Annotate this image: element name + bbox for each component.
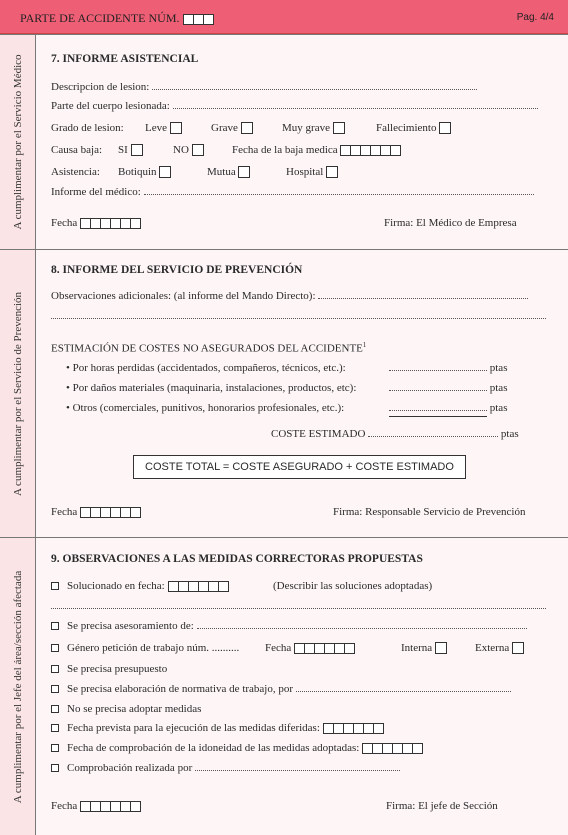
cost-materials-label: • Por daños materiales (maquinaria, instalaciones, productos, etc): xyxy=(66,382,357,394)
regulation-option[interactable]: Se precisa elaboración de normativa de trabajo, por xyxy=(51,683,511,695)
section-9 xyxy=(0,537,568,835)
section-7-title: 7. INFORME ASISTENCIAL xyxy=(51,53,199,65)
check-date-option[interactable]: Fecha de comprobación de la idoneidad de las medidas adoptadas: xyxy=(51,742,422,754)
observations-line-2[interactable] xyxy=(51,310,546,322)
header-bar xyxy=(0,0,568,34)
date-field-9[interactable]: Fecha xyxy=(51,800,140,812)
asistencia-label: Asistencia: xyxy=(51,166,100,178)
signature-7: Firma: El Médico de Empresa xyxy=(384,217,517,229)
cost-hours-label: • Por horas perdidas (accidentados, compañeros, técnicos, etc.): xyxy=(66,362,346,374)
cost-other-field[interactable]: ptas xyxy=(389,402,507,414)
signature-8: Firma: Responsable Servicio de Prevención xyxy=(333,506,526,518)
si-option[interactable]: SI xyxy=(118,144,143,156)
side-label-8: A cumplimentar por el Servicio de Prevención xyxy=(0,250,36,537)
internal-option[interactable]: Interna xyxy=(401,642,447,654)
grave-option[interactable]: Grave xyxy=(211,122,253,134)
checked-by-option[interactable]: Comprobación realizada por xyxy=(51,762,400,774)
cost-hours-field[interactable]: ptas xyxy=(389,362,507,374)
side-label-7: A cumplimentar por el Servicio Médico xyxy=(0,35,36,249)
header-title: PARTE DE ACCIDENTE NÚM. xyxy=(20,11,213,26)
date-field-7[interactable]: Fecha xyxy=(51,217,140,229)
cost-materials-field[interactable]: ptas xyxy=(389,382,507,394)
work-request-option[interactable]: Género petición de trabajo núm. .......... xyxy=(51,642,239,654)
botiquin-option[interactable]: Botiquin xyxy=(118,166,171,178)
lesion-description-field[interactable]: Descripcion de lesion: xyxy=(51,81,477,93)
sum-line xyxy=(389,416,487,417)
section-7 xyxy=(0,34,568,249)
section-9-title: 9. OBSERVACIONES A LAS MEDIDAS CORRECTORAS PROPUESTAS xyxy=(51,553,423,565)
side-label-9: A cumplimentar por el Jefe del área/sección afectada xyxy=(0,538,36,835)
no-option[interactable]: NO xyxy=(173,144,204,156)
sick-leave-date-field[interactable]: Fecha de la baja medica xyxy=(232,144,400,156)
solved-option[interactable]: Solucionado en fecha: xyxy=(51,580,228,592)
section-8 xyxy=(0,249,568,537)
advice-option[interactable]: Se precisa asesoramiento de: xyxy=(51,620,527,632)
observations-field[interactable]: Observaciones adicionales: (al informe del Mando Directo): xyxy=(51,290,528,302)
fallecimiento-option[interactable]: Fallecimiento xyxy=(376,122,451,134)
date-field-8[interactable]: Fecha xyxy=(51,506,140,518)
page-number: Pag. 4/4 xyxy=(516,12,554,23)
grado-label: Grado de lesion: xyxy=(51,122,124,134)
estimated-cost-field[interactable]: COSTE ESTIMADO ptas xyxy=(271,428,519,440)
section-8-title: 8. INFORME DEL SERVICIO DE PREVENCIÓN xyxy=(51,264,303,276)
solved-description-hint: (Describir las soluciones adoptadas) xyxy=(273,580,433,592)
medical-report-field[interactable]: Informe del médico: xyxy=(51,186,534,198)
total-cost-box: COSTE TOTAL = COSTE ASEGURADO + COSTE ESTIMADO xyxy=(133,455,466,479)
mutua-option[interactable]: Mutua xyxy=(207,166,250,178)
causa-label: Causa baja: xyxy=(51,144,103,156)
signature-9: Firma: El jefe de Sección xyxy=(386,800,498,812)
body-part-field[interactable]: Parte del cuerpo lesionada: xyxy=(51,100,538,112)
solutions-line[interactable] xyxy=(51,600,546,612)
planned-date-option[interactable]: Fecha prevista para la ejecución de las medidas diferidas: xyxy=(51,722,383,734)
hospital-option[interactable]: Hospital xyxy=(286,166,338,178)
muy-grave-option[interactable]: Muy grave xyxy=(282,122,345,134)
external-option[interactable]: Externa xyxy=(475,642,524,654)
cost-estimate-heading: ESTIMACIÓN DE COSTES NO ASEGURADOS DEL ACCIDENTE$^1$ xyxy=(51,341,367,355)
work-request-date-field[interactable]: Fecha xyxy=(265,642,354,654)
leve-option[interactable]: Leve xyxy=(145,122,182,134)
budget-option[interactable]: Se precisa presupuesto xyxy=(51,663,167,675)
cost-other-label: • Otros (comerciales, punitivos, honorarios profesionales, etc.): xyxy=(66,402,345,414)
accident-number-field[interactable] xyxy=(183,14,213,25)
no-measures-option[interactable]: No se precisa adoptar medidas xyxy=(51,703,201,715)
